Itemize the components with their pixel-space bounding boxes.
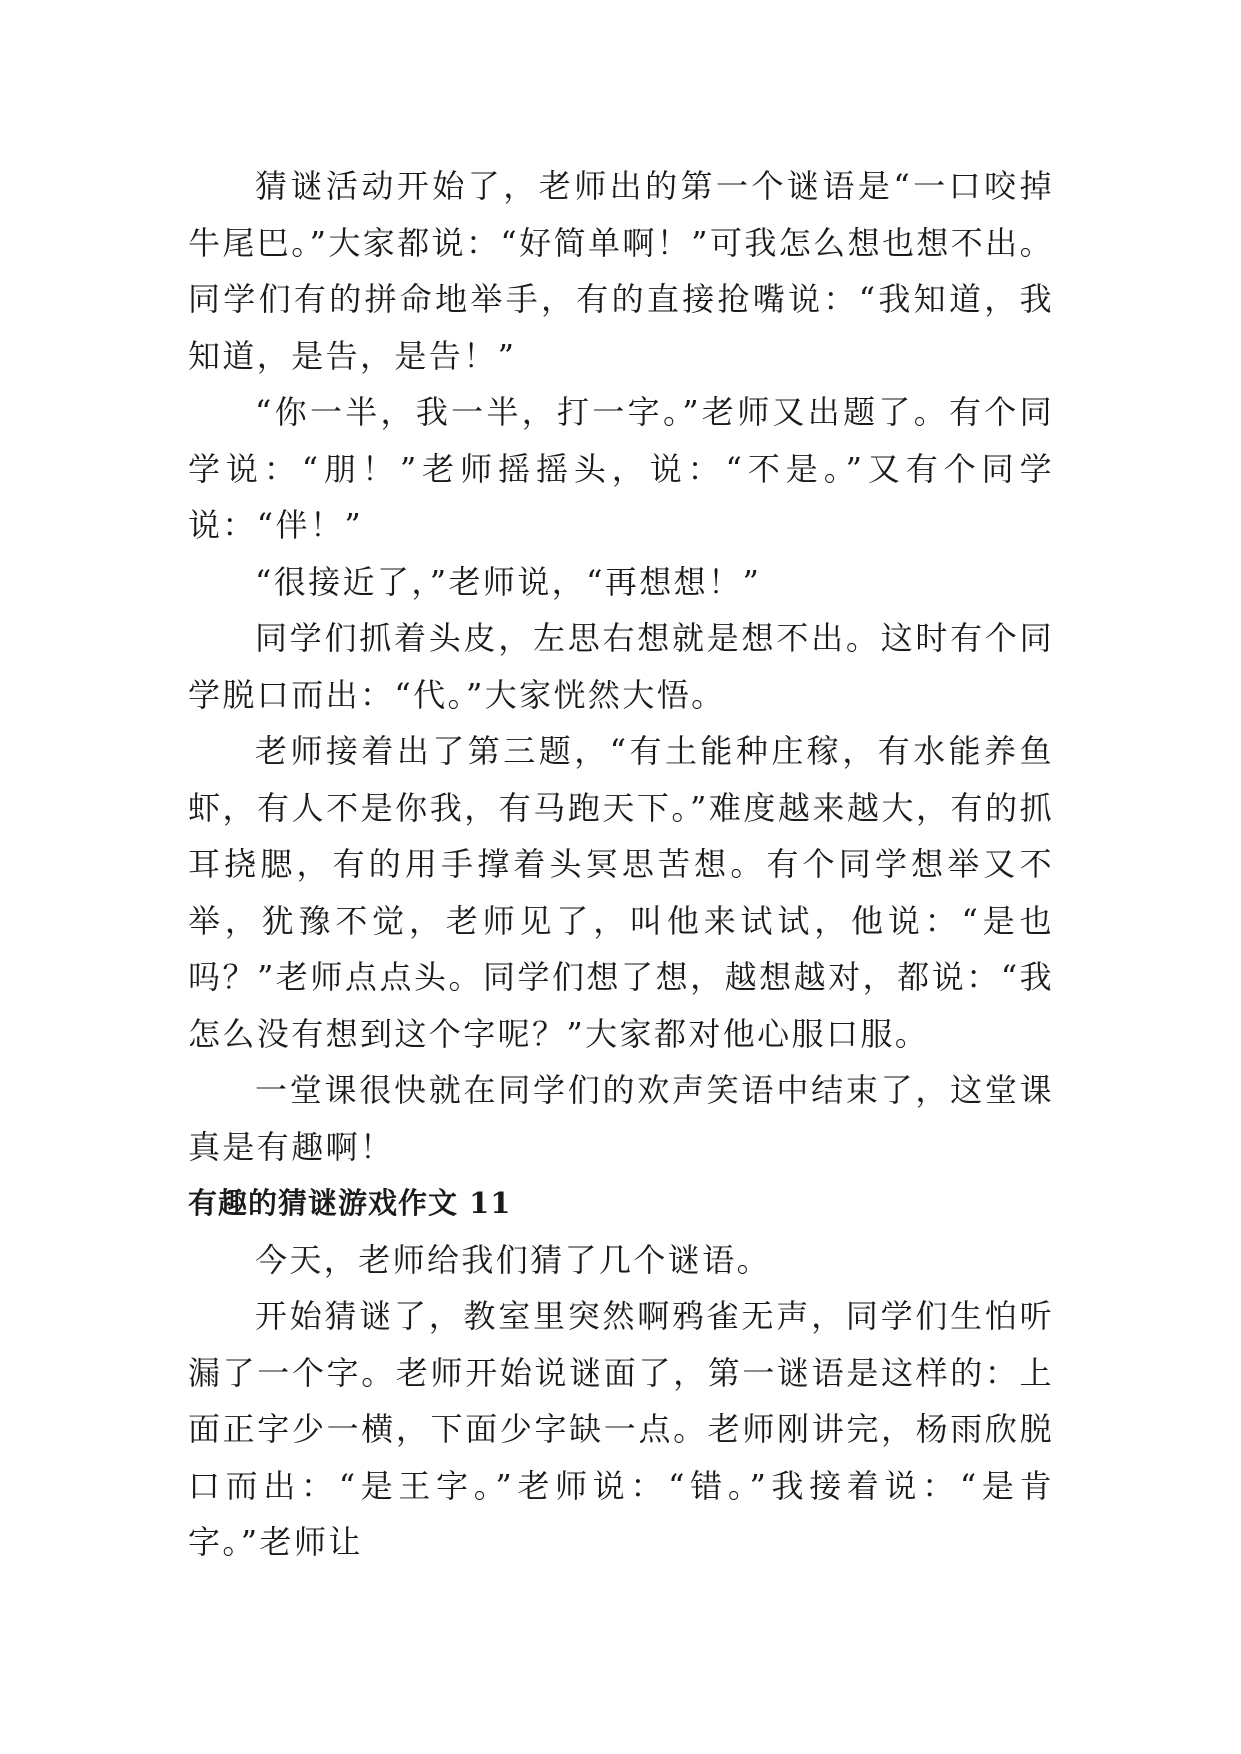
- paragraph: 猜谜活动开始了，老师出的第一个谜语是“一口咬掉牛尾巴。”大家都说：“好简单啊！”可我怎么想也想不出。同学们有的拼命地举手，有的直接抢嘴说：“我知道，我知道，是告，是告！”: [188, 167, 1054, 375]
- paragraph: “你一半，我一半，打一字。”老师又出题了。有个同学说：“朋！”老师摇摇头，说：“不是。”又有个同学说：“伴！”: [188, 393, 1054, 544]
- paragraph: 开始猜谜了，教室里突然啊鸦雀无声，同学们生怕听漏了一个字。老师开始说谜面了，第一谜语是这样的：上面正字少一横，下面少字缺一点。老师刚讲完，杨雨欣脱口而出：“是王字。”老师说：“错。”我接着说：“是肯字。”老师让: [188, 1297, 1054, 1561]
- section-title: 有趣的猜谜游戏作文 11: [188, 1186, 512, 1220]
- document-body: [188, 158, 1054, 1571]
- paragraph: “很接近了，”老师说，“再想想！”: [255, 562, 762, 601]
- paragraph: 同学们抓着头皮，左思右想就是想不出。这时有个同学脱口而出：“代。”大家恍然大悟。: [188, 619, 1054, 714]
- paragraph: 一堂课很快就在同学们的欢声笑语中结束了，这堂课真是有趣啊！: [188, 1071, 1054, 1166]
- paragraph: 老师接着出了第三题，“有土能种庄稼，有水能养鱼虾，有人不是你我，有马跑天下。”难度越来越大，有的抓耳挠腮，有的用手撑着头冥思苦想。有个同学想举又不举，犹豫不觉，老师见了，叫他来试试，他说：“是也吗？”老师点点头。同学们想了想，越想越对，都说：“我怎么没有想到这个字呢？”大家都对他心服口服。: [188, 732, 1054, 1053]
- paragraph: 今天，老师给我们猜了几个谜语。: [255, 1240, 772, 1279]
